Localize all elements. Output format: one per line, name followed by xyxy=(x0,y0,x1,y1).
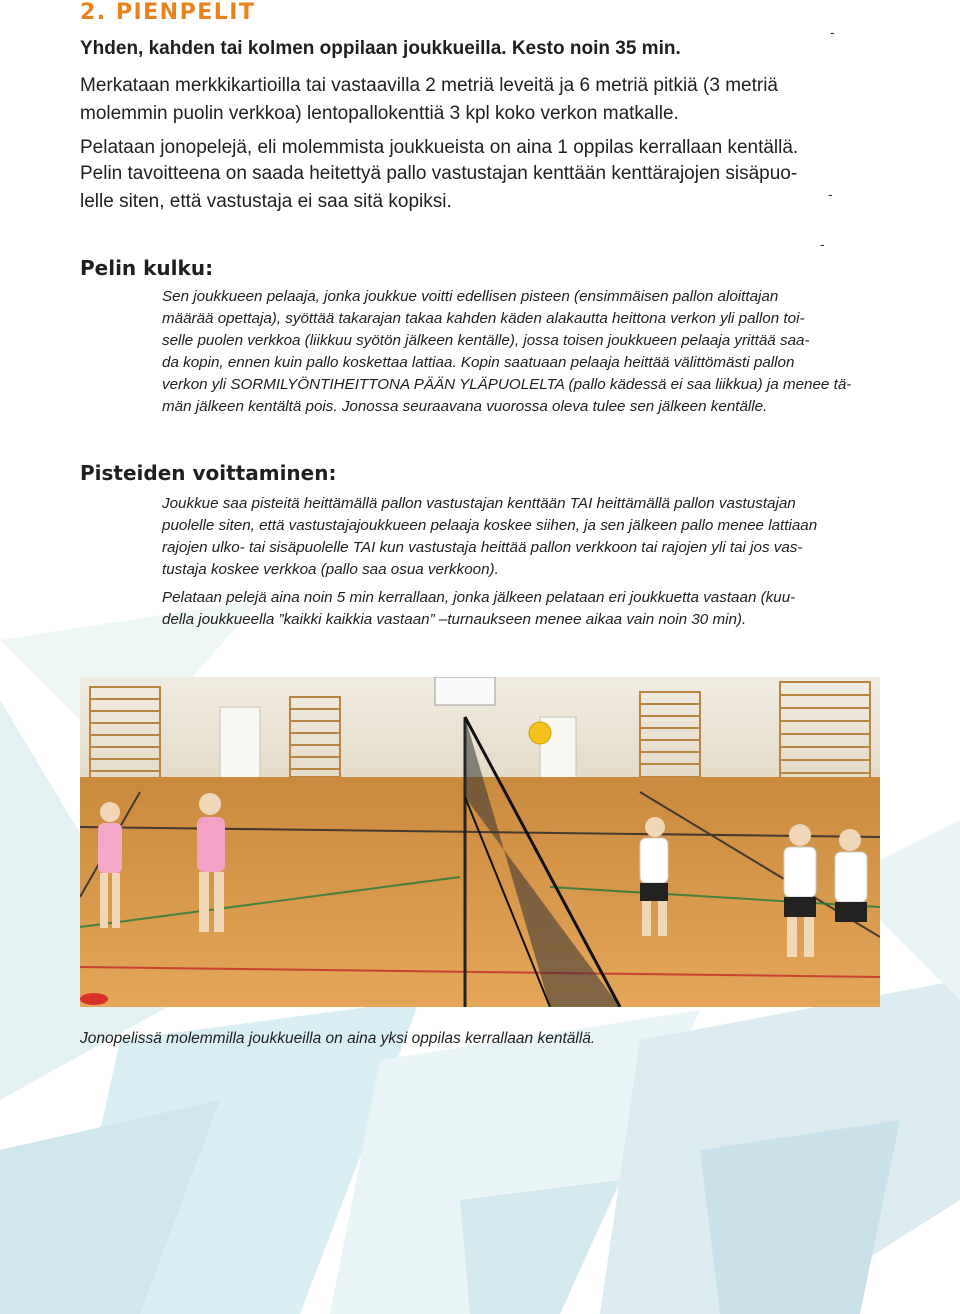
queue-text: Pelataan jonopelejä, eli molemmista joukkueista on aina 1 oppilas kerrallaan kentällä. xyxy=(80,137,799,158)
scoring-line: della joukkueella ”kaikki kaikkia vastaan” –turnaukseen menee aikaa vain noin 30 min). xyxy=(162,611,747,628)
goal-text-line2: lelle siten, että vastustaja ei saa sitä kopiksi. xyxy=(80,191,452,212)
scoring-line: tustaja koskee verkkoa (pallo saa osua verkkoon). xyxy=(162,561,499,578)
scoring-line: rajojen ulko- tai sisäpuolelle TAI kun vastustaja heittää pallon verkkoon tai rajojen yli tai jos vas- xyxy=(162,539,803,556)
goal-text-line1: Pelin tavoitteena on saada heitettyä pallo vastustajan kenttään kenttärajojen sisäpuo- xyxy=(80,163,798,184)
gym-photo xyxy=(80,677,880,1007)
game-flow-line: män jälkeen kentältä pois. Jonossa seuraavana vuorossa oleva tulee sen jälkeen kentälle. xyxy=(162,398,768,415)
game-flow-line: selle puolen verkkoa (liikkuu syötön jälkeen kentälle), jossa toisen joukkueen pelaaja yrittää saa- xyxy=(162,332,810,349)
game-flow-heading: Pelin kulku: xyxy=(80,256,214,280)
section-title: 2. PIENPELIT xyxy=(80,0,256,25)
gym-photo-illustration xyxy=(80,677,880,1007)
scoring-line: Joukkue saa pisteitä heittämällä pallon vastustajan kenttään TAI heittämällä pallon vastustajan xyxy=(162,495,796,512)
margin-dash: - xyxy=(820,236,825,252)
scoring-line: Pelataan pelejä aina noin 5 min kerrallaan, jonka jälkeen pelataan eri joukkuetta vastaan (kuu- xyxy=(162,589,796,606)
ball-icon xyxy=(529,722,551,744)
intro-subtitle: Yhden, kahden tai kolmen oppilaan joukkueilla. Kesto noin 35 min. xyxy=(80,38,681,59)
margin-dash: - xyxy=(830,24,835,40)
game-flow-line: Sen joukkueen pelaaja, jonka joukkue voitti edellisen pisteen (ensimmäisen pallon aloittajan xyxy=(162,288,779,305)
margin-dash: - xyxy=(828,186,833,202)
game-flow-line: määrää opettaja), syöttää takarajan takaa kahden käden alakautta heittona verkon yli pallon toi- xyxy=(162,310,805,327)
setup-text-line2: molemmin puolin verkkoa) lentopallokenttiä 3 kpl koko verkon matkalle. xyxy=(80,103,679,124)
photo-caption: Jonopelissä molemmilla joukkueilla on aina yksi oppilas kerrallaan kentällä. xyxy=(80,1030,596,1047)
scoring-line: puolelle siten, että vastustajajoukkueen pelaaja koskee siihen, ja sen jälkeen pallo menee lattiaan xyxy=(162,517,818,534)
setup-text-line1: Merkataan merkkikartioilla tai vastaavilla 2 metriä leveitä ja 6 metriä pitkiä (3 metriä xyxy=(80,75,778,96)
game-flow-line: verkon yli SORMILYÖNTIHEITTONA PÄÄN YLÄPUOLELTA (pallo kädessä ei saa liikkua) ja menee tä- xyxy=(162,376,852,393)
scoring-heading: Pisteiden voittaminen: xyxy=(80,461,337,485)
game-flow-line: da kopin, ennen kuin pallo koskettaa lattiaa. Kopin saatuaan pelaaja heittää välittömästi pallon xyxy=(162,354,795,371)
